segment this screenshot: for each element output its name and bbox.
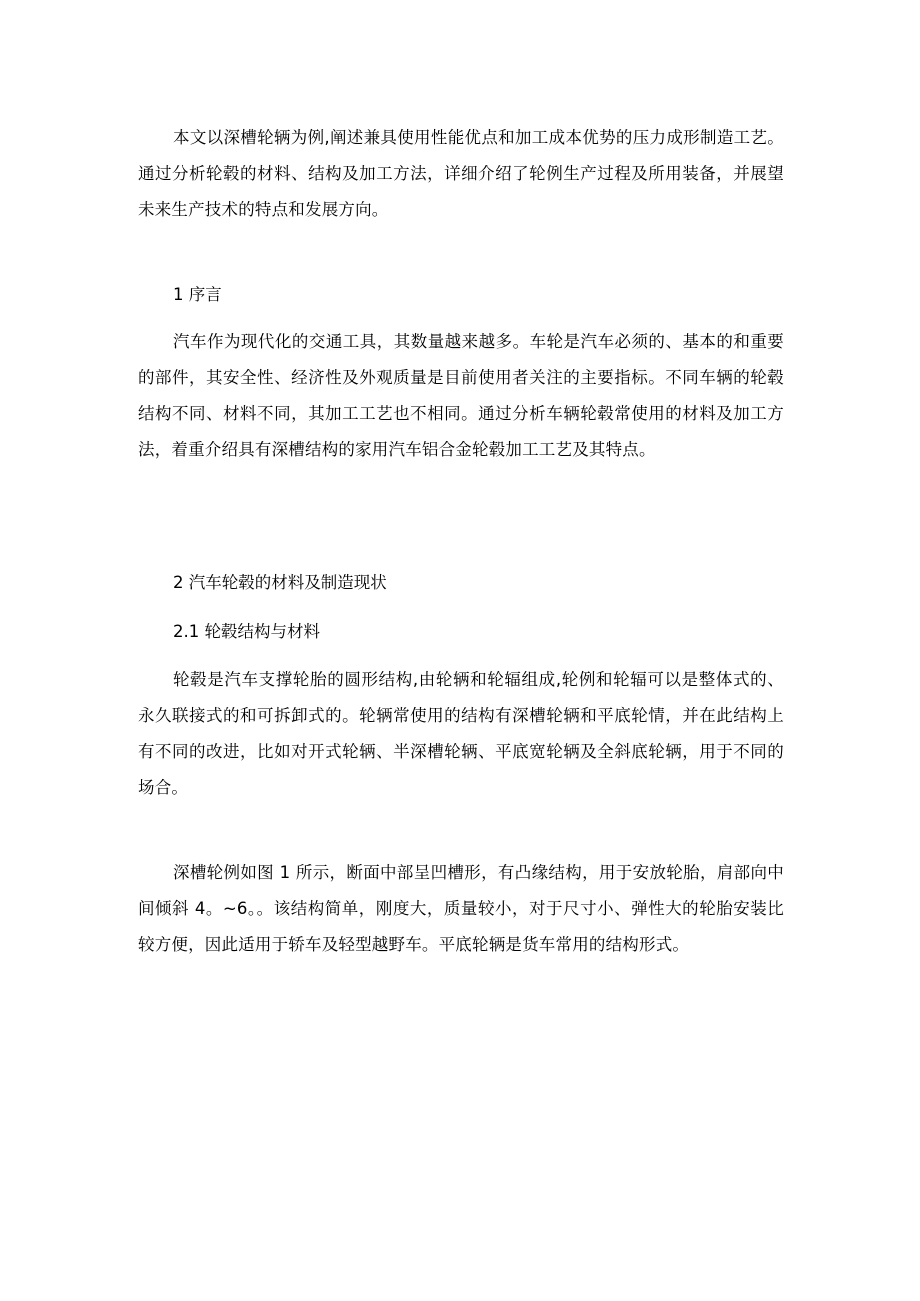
- section-2-1-paragraph-1: 轮毂是汽车支撑轮胎的圆形结构,由轮辆和轮辐组成,轮例和轮辐可以是整体式的、永久联接式的和可拆卸式的。轮辆常使用的结构有深槽轮辆和平底轮情，并在此结构上有不同的改进，比如对开式轮辆、半深槽轮辆、平底宽轮辆及全斜底轮辆，用于不同的场合。: [138, 670, 784, 797]
- section-2-1-paragraph-2: 深槽轮例如图 1 所示，断面中部呈凹槽形，有凸缘结构，用于安放轮胎，肩部向中间倾斜 4。~6。。该结构简单，刚度大，质量较小，对于尺寸小、弹性大的轮胎安装比较方便，因此适用于轿车及轻型越野车。平底轮辆是货车常用的结构形式。: [138, 863, 784, 954]
- section-2-heading: 2 汽车轮毂的材料及制造现状: [173, 573, 387, 592]
- section-1-heading: 1 序言: [173, 285, 222, 304]
- section-2-1-subheading: 2.1 轮毂结构与材料: [173, 622, 320, 641]
- section-1-paragraph: 汽车作为现代化的交通工具，其数量越来越多。车轮是汽车必须的、基本的和重要的部件，其安全性、经济性及外观质量是目前使用者关注的主要指标。不同车辆的轮毂结构不同、材料不同，其加工工艺也不相同。通过分析车辆轮毂常使用的材料及加工方法，着重介绍具有深槽结构的家用汽车铝合金轮毂加工工艺及其特点。: [138, 332, 784, 459]
- abstract-paragraph: 本文以深槽轮辆为例,阐述兼具使用性能优点和加工成本优势的压力成形制造工艺。通过分析轮毂的材料、结构及加工方法，详细介绍了轮例生产过程及所用装备，并展望未来生产技术的特点和发展方向。: [138, 128, 784, 219]
